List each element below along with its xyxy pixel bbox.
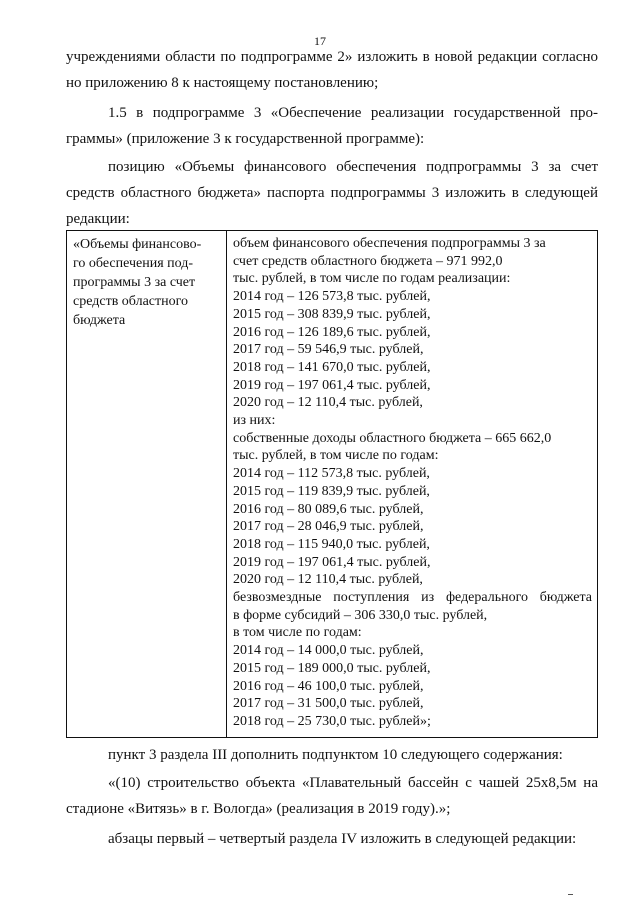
item-1-5-line-1: 1.5 в подпрограмме 3 «Обеспечение реализации государственной про- xyxy=(108,105,598,121)
left-line: программы 3 за счет xyxy=(73,275,196,290)
passport-position-value xyxy=(227,231,598,738)
right-line: 2019 год – 197 061,4 тыс. рублей, xyxy=(233,377,431,393)
item-10-line-1: «(10) строительство объекта «Плавательный бассейн с чашей 25x8,5м на xyxy=(108,775,598,791)
position-line-1: позицию «Объемы финансового обеспечения подпрограммы 3 за счет xyxy=(108,159,598,175)
right-line: 2019 год – 197 061,4 тыс. рублей, xyxy=(233,554,431,570)
right-line: собственные доходы областного бюджета – 665 662,0 xyxy=(233,430,552,446)
right-line: 2020 год – 12 110,4 тыс. рублей, xyxy=(233,572,423,588)
right-line: 2015 год – 119 839,9 тыс. рублей, xyxy=(233,483,430,499)
passport-table xyxy=(66,230,598,738)
right-line: из них: xyxy=(233,413,276,429)
right-line: 2014 год – 112 573,8 тыс. рублей, xyxy=(233,466,430,482)
intro-line-2: но приложению 8 к настоящему постановлению; xyxy=(66,75,379,91)
passport-position-name xyxy=(67,231,227,738)
right-line: 2018 год – 25 730,0 тыс. рублей»; xyxy=(233,713,431,729)
right-line: 2016 год – 126 189,6 тыс. рублей, xyxy=(233,324,431,340)
item-punkt-3: пункт 3 раздела III дополнить подпунктом 10 следующего содержания: xyxy=(108,747,563,763)
right-line: 2017 год – 28 046,9 тыс. рублей, xyxy=(233,519,424,535)
left-line: «Объемы финансово- xyxy=(73,237,202,252)
right-line: 2015 год – 308 839,9 тыс. рублей, xyxy=(233,306,431,322)
right-line: тыс. рублей, в том числе по годам реализации: xyxy=(233,271,511,287)
right-line: 2014 год – 14 000,0 тыс. рублей, xyxy=(233,643,424,659)
right-line: счет средств областного бюджета – 971 992,0 xyxy=(233,253,503,269)
item-abzacy: абзацы первый – четвертый раздела IV изложить в следующей редакции: xyxy=(108,831,577,847)
right-line: 2015 год – 189 000,0 тыс. рублей, xyxy=(233,660,431,676)
left-line: средств областного xyxy=(73,294,189,309)
right-line: 2018 год – 141 670,0 тыс. рублей, xyxy=(233,359,431,375)
passport-row xyxy=(67,231,598,738)
scan-mark xyxy=(568,894,573,895)
right-line: тыс. рублей, в том числе по годам: xyxy=(233,448,439,464)
left-line: го обеспечения под- xyxy=(73,256,194,271)
right-line: 2016 год – 80 089,6 тыс. рублей, xyxy=(233,501,424,517)
page-number: 17 xyxy=(314,34,326,48)
right-line: 2018 год – 115 940,0 тыс. рублей, xyxy=(233,536,430,552)
right-line: в форме субсидий – 306 330,0 тыс. рублей, xyxy=(233,607,488,623)
right-line: 2017 год – 59 546,9 тыс. рублей, xyxy=(233,342,424,358)
intro-line-1: учреждениями области по подпрограмме 2» изложить в новой редакции согласно xyxy=(66,49,598,65)
right-line: 2020 год – 12 110,4 тыс. рублей, xyxy=(233,395,423,411)
item-10-line-2: стадионе «Витязь» в г. Вологда» (реализация в 2019 году).»; xyxy=(66,801,451,817)
right-line: 2014 год – 126 573,8 тыс. рублей, xyxy=(233,289,431,305)
right-line: объем финансового обеспечения подпрограммы 3 за xyxy=(233,236,546,251)
right-line: в том числе по годам: xyxy=(233,625,362,641)
right-line: 2017 год – 31 500,0 тыс. рублей, xyxy=(233,696,424,712)
right-line: безвозмездные поступления из федерального бюджета xyxy=(233,590,592,606)
left-line: бюджета xyxy=(73,313,126,328)
right-line: 2016 год – 46 100,0 тыс. рублей, xyxy=(233,678,424,694)
position-line-2: средств областного бюджета» паспорта подпрограммы 3 изложить в следующей xyxy=(66,185,598,201)
item-1-5-line-2: граммы» (приложение 3 к государственной программе): xyxy=(66,131,425,147)
position-line-3: редакции: xyxy=(66,211,130,227)
